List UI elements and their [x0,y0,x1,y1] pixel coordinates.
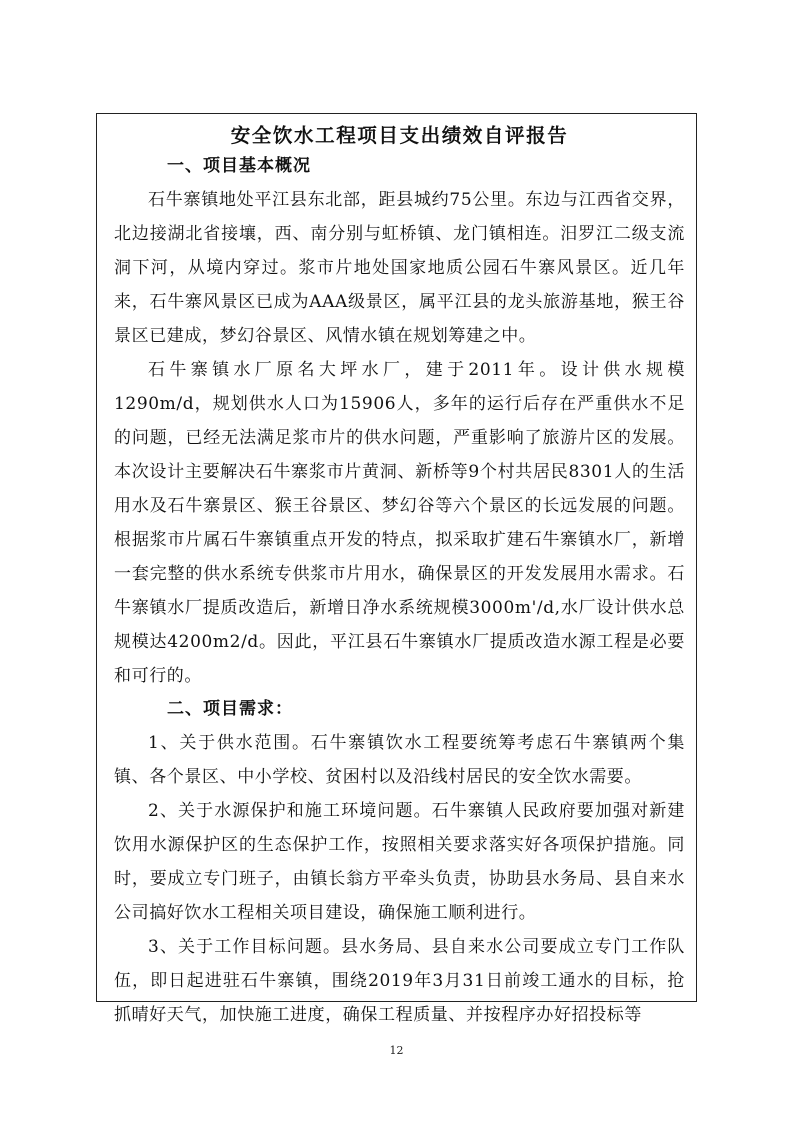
section-heading-overview: 一、项目基本概况 [167,156,311,176]
section-heading-requirements: 二、项目需求： [167,699,293,719]
report-title: 安全饮水工程项目支出绩效自评报告 [230,124,569,147]
paragraph-location: 石牛寨镇地处平江县东北部，距县城约75公里。东边与江西省交界，北边接湖北省接壤，西、南分别与虹桥镇、龙门镇相连。汨罗江二级支流洞下河，从境内穿过。浆市片地处国家地质公园石牛寨风景区。近几年来，石牛寨风景区已成为AAA级景区，属平江县的龙头旅游基地，猴王谷景区已建成，梦幻谷景区、风情水镇在规划筹建之中。 [114,190,685,346]
page-number: 12 [389,1044,404,1057]
paragraph-supply-scope: 1、关于供水范围。石牛寨镇饮水工程要统筹考虑石牛寨镇两个集镇、各个景区、中小学校、贫困村以及沿线村居民的安全饮水需要。 [114,733,685,787]
report-frame [96,113,697,1025]
paragraph-source-protection: 2、关于水源保护和施工环境问题。石牛寨镇人民政府要加强对新建饮用水源保护区的生态保护工作，按照相关要求落实好各项保护措施。同时，要成立专门班子，由镇长翁方平牵头负责，协助县水务局、县自来水公司搞好饮水工程相关项目建设，确保施工顺利进行。 [114,801,685,923]
paragraph-work-goals: 3、关于工作目标问题。县水务局、县自来水公司要成立专门工作队伍，即日起进驻石牛寨镇，围绕2019年3月31日前竣工通水的目标，抢抓晴好天气，加快施工进度，确保工程质量、并按程序办好招投标等 [114,937,685,1025]
report-content [114,122,685,1032]
paragraph-waterworks: 石牛寨镇水厂原名大坪水厂，建于2011年。设计供水规模1290m/d，规划供水人口为15906人，多年的运行后存在严重供水不足的问题，已经无法满足浆市片的供水问题，严重影响了旅游片区的发展。本次设计主要解决石牛寨浆市片黄洞、新桥等9个村共居民8301人的生活用水及石牛寨景区、猴王谷景区、梦幻谷等六个景区的长远发展的问题。根据浆市片属石牛寨镇重点开发的特点，拟采取扩建石牛寨镇水厂，新增一套完整的供水系统专供浆市片用水，确保景区的开发发展用水需求。石牛寨镇水厂提质改造后，新增日净水系统规模3000m'/d,水厂设计供水总规模达4200m2/d。因此，平江县石牛寨镇水厂提质改造水源工程是必要和可行的。 [114,360,685,686]
